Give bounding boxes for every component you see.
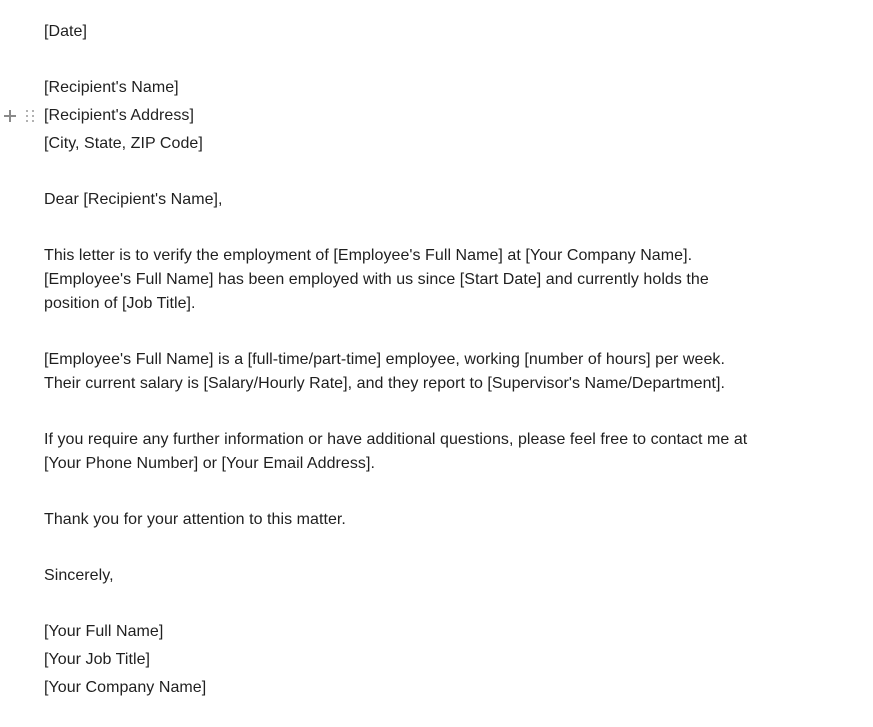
paragraph-line: [Employee's Full Name] has been employed with us since [Start Date] and currently holds the [44, 271, 709, 288]
sender-company-line[interactable]: [Your Company Name] [44, 679, 207, 696]
paragraph-line: This letter is to verify the employment of [Employee's Full Name] at [Your Company Name]. [44, 247, 693, 264]
recipient-address-line[interactable]: [Recipient's Address] [44, 107, 194, 124]
plus-icon[interactable] [2, 108, 18, 124]
recipient-city-line[interactable]: [City, State, ZIP Code] [44, 135, 203, 152]
paragraph-line: [Employee's Full Name] is a [full-time/part-time] employee, working [number of hours] per week. [44, 351, 725, 368]
salutation-line[interactable]: Dear [Recipient's Name], [44, 191, 223, 208]
paragraph-line: position of [Job Title]. [44, 295, 196, 312]
date-line[interactable]: [Date] [44, 23, 87, 40]
closing-line[interactable]: Sincerely, [44, 567, 114, 584]
employment-details-paragraph[interactable] [44, 348, 774, 396]
sender-name-line[interactable]: [Your Full Name] [44, 623, 164, 640]
recipient-name-line[interactable]: [Recipient's Name] [44, 79, 179, 96]
sender-title-line[interactable]: [Your Job Title] [44, 651, 151, 668]
verification-paragraph[interactable] [44, 244, 774, 316]
paragraph-line: Their current salary is [Salary/Hourly Rate], and they report to [Supervisor's Name/Department]. [44, 375, 726, 392]
contact-paragraph[interactable] [44, 428, 774, 476]
thanks-line[interactable]: Thank you for your attention to this matter. [44, 511, 346, 528]
drag-handle-icon[interactable] [24, 108, 36, 124]
block-controls [2, 104, 36, 128]
paragraph-line: [Your Phone Number] or [Your Email Address]. [44, 455, 375, 472]
paragraph-line: If you require any further information or have additional questions, please feel free to contact me at [44, 431, 748, 448]
